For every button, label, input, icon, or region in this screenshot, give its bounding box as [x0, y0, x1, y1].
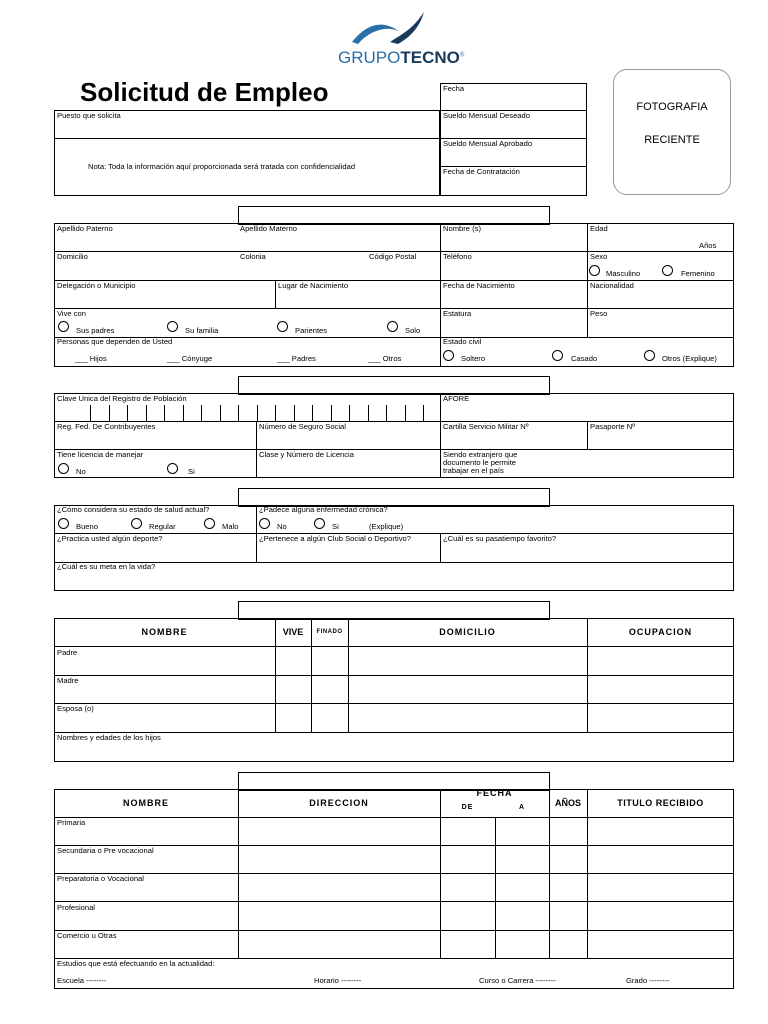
salud-regular-label: Regular [149, 522, 176, 531]
edu-col-a: A [518, 804, 526, 811]
femenino-radio[interactable] [662, 265, 673, 276]
edu-row-comercio[interactable]: Comercio u Otras [57, 931, 117, 940]
logo-registered: ® [459, 52, 465, 59]
family-row-madre[interactable]: Madre [57, 676, 79, 685]
cartilla-field[interactable]: Cartilla Servicio Militar Nº [443, 422, 529, 431]
salud-malo-radio[interactable] [204, 518, 215, 529]
cronica-no-label: No [277, 522, 287, 531]
edu-col-titulo: TITULO RECIBIDO [617, 798, 704, 808]
extranjero-line-3: trabajar en el país [443, 466, 504, 475]
escuela-field[interactable]: Escuela -------- [57, 976, 107, 985]
page-title: Solicitud de Empleo [80, 77, 329, 107]
logo-wordmark [338, 48, 464, 68]
curp-field[interactable]: Clave Unica del Registro de Población [57, 394, 187, 403]
extranjero-line-1: Siendo extranjero que [443, 450, 518, 459]
salud-regular-radio[interactable] [131, 518, 142, 529]
cronica-no-radio[interactable] [259, 518, 270, 529]
cronica-si-radio[interactable] [314, 518, 325, 529]
family-row-hijos[interactable]: Nombres y edades de los hijos [57, 733, 161, 742]
nacionalidad-field[interactable]: Nacionalidad [590, 281, 634, 290]
horario-field[interactable]: Horario -------- [314, 976, 362, 985]
otros-explique-label: Otros (Explique) [662, 354, 717, 363]
nss-field[interactable]: Número de Seguro Social [259, 422, 346, 431]
edu-col-de: DE [461, 804, 474, 811]
cronica-si-label: Si [332, 522, 339, 531]
pasaporte-field[interactable]: Pasaporte Nº [590, 422, 635, 431]
nombres-field[interactable]: Nombre (s) [443, 224, 481, 233]
edu-col-fecha: FECHA [476, 788, 513, 798]
logo-brand-bold: TECNO [400, 48, 460, 67]
sus-padres-radio[interactable] [58, 321, 69, 332]
colonia-field[interactable]: Colonia [240, 252, 266, 261]
edu-row-secundaria[interactable]: Secundaria o Pre vocacional [57, 846, 154, 855]
logo-mark-icon [350, 8, 434, 48]
domicilio-field[interactable]: Domicilio [57, 252, 88, 261]
deporte-field[interactable]: ¿Practica usted algún deporte? [57, 534, 163, 543]
extranjero-line-2: documento le permite [443, 458, 517, 467]
edu-col-nombre: NOMBRE [123, 798, 169, 808]
fecha-field[interactable]: Fecha [443, 84, 465, 93]
club-field[interactable]: ¿Pertenece a algún Club Social o Deportivo? [259, 534, 411, 543]
vive-con-label: Vive con [57, 309, 86, 318]
casado-radio[interactable] [552, 350, 563, 361]
cronica-label: ¿Padece alguna enfermedad crónica? [259, 505, 388, 514]
photo-label-2: RECIENTE [644, 134, 700, 146]
estado-civil-label: Estado civil [443, 337, 482, 346]
edad-field[interactable]: Edad [590, 224, 608, 233]
apellido-paterno-field[interactable]: Apellido Paterno [57, 224, 113, 233]
apellido-materno-field[interactable]: Apellido Materno [240, 224, 297, 233]
edu-row-profesional[interactable]: Profesional [57, 903, 95, 912]
sueldo-aprobado-field[interactable]: Sueldo Mensual Aprobado [443, 139, 533, 148]
header-left-box [54, 110, 440, 196]
fecha-contratacion-field[interactable]: Fecha de Contratación [443, 167, 520, 176]
sus-padres-label: Sus padres [76, 326, 115, 335]
dependientes-label: Personas que dependen de Usted [57, 337, 173, 346]
salud-malo-label: Malo [222, 522, 239, 531]
soltero-radio[interactable] [443, 350, 454, 361]
pasatiempo-field[interactable]: ¿Cuál es su pasatiempo favorito? [443, 534, 557, 543]
puesto-label: Puesto que solicita [57, 111, 121, 120]
curso-field[interactable]: Curso o Carrera -------- [479, 976, 556, 985]
sexo-label: Sexo [590, 252, 608, 261]
afore-field[interactable]: AFORE [443, 394, 470, 403]
soltero-label: Soltero [461, 354, 486, 363]
codigo-postal-field[interactable]: Código Postal [369, 252, 417, 261]
solo-radio[interactable] [387, 321, 398, 332]
anos-label: Años [699, 241, 717, 250]
otros-explique-radio[interactable] [644, 350, 655, 361]
licencia-no-radio[interactable] [58, 463, 69, 474]
nota-text: Nota: Toda la información aquí proporcionada será tratada con confidencialidad [88, 162, 356, 171]
casado-label: Casado [571, 354, 598, 363]
estatura-field[interactable]: Estatura [443, 309, 472, 318]
estudios-actuales-label: Estudios que está efectuando en la actualidad: [57, 959, 215, 968]
documents-table [54, 393, 734, 478]
salud-label: ¿Cómo considera su estado de salud actual? [57, 505, 210, 514]
clase-licencia-field[interactable]: Clase y Número de Licencia [259, 450, 354, 459]
family-col-nombre: NOMBRE [141, 627, 188, 637]
licencia-si-label: Si [188, 467, 195, 476]
delegacion-field[interactable]: Delegación o Municipio [57, 281, 136, 290]
rfc-field[interactable]: Reg. Fed. De Contribuyentes [57, 422, 156, 431]
edu-row-primaria[interactable]: Primaria [57, 818, 86, 827]
edu-row-preparatoria[interactable]: Preparatoria o Vocacional [57, 874, 144, 883]
family-col-ocupacion: OCUPACION [628, 627, 693, 637]
family-col-vive: VIVE [282, 627, 304, 637]
salud-bueno-label: Bueno [76, 522, 98, 531]
parientes-label: Parientes [295, 326, 328, 335]
peso-field[interactable]: Peso [590, 309, 608, 318]
hijos-field[interactable]: ___ Hijos [75, 354, 107, 363]
telefono-field[interactable]: Teléfono [443, 252, 472, 261]
photo-box[interactable] [613, 69, 731, 195]
padres-field[interactable]: ___ Padres [277, 354, 316, 363]
health-table [54, 505, 734, 591]
edu-col-direccion: DIRECCION [309, 798, 369, 808]
masculino-radio[interactable] [589, 265, 600, 276]
photo-label-1: FOTOGRAFIA [636, 101, 708, 113]
otros-field[interactable]: ___ Otros [368, 354, 402, 363]
solo-label: Solo [405, 326, 421, 335]
licencia-si-radio[interactable] [167, 463, 178, 474]
family-row-padre[interactable]: Padre [57, 648, 78, 657]
parientes-radio[interactable] [277, 321, 288, 332]
family-col-domicilio: DOMICILIO [439, 627, 496, 637]
family-row-esposa[interactable]: Esposa (o) [57, 704, 94, 713]
logo-brand-light: GRUPO [338, 48, 401, 67]
licencia-no-label: No [76, 467, 86, 476]
fecha-nacimiento-field[interactable]: Fecha de Nacimiento [443, 281, 515, 290]
sueldo-deseado-field[interactable]: Sueldo Mensual Deseado [443, 111, 530, 120]
lugar-nacimiento-field[interactable]: Lugar de Nacimiento [278, 281, 349, 290]
femenino-label: Femenino [681, 269, 715, 278]
meta-field[interactable]: ¿Cuál es su meta en la vida? [57, 562, 156, 571]
masculino-label: Masculino [606, 269, 641, 278]
su-familia-label: Su familia [185, 326, 219, 335]
conyuge-field[interactable]: ___ Cónyuge [167, 354, 213, 363]
family-col-finado: FINADO [316, 629, 343, 635]
grado-field[interactable]: Grado -------- [626, 976, 670, 985]
cronica-explique-label: (Explique) [369, 522, 404, 531]
edu-col-anos: AÑOS [554, 798, 581, 808]
licencia-label: Tiene licencia de manejar [57, 450, 144, 459]
su-familia-radio[interactable] [167, 321, 178, 332]
salud-bueno-radio[interactable] [58, 518, 69, 529]
